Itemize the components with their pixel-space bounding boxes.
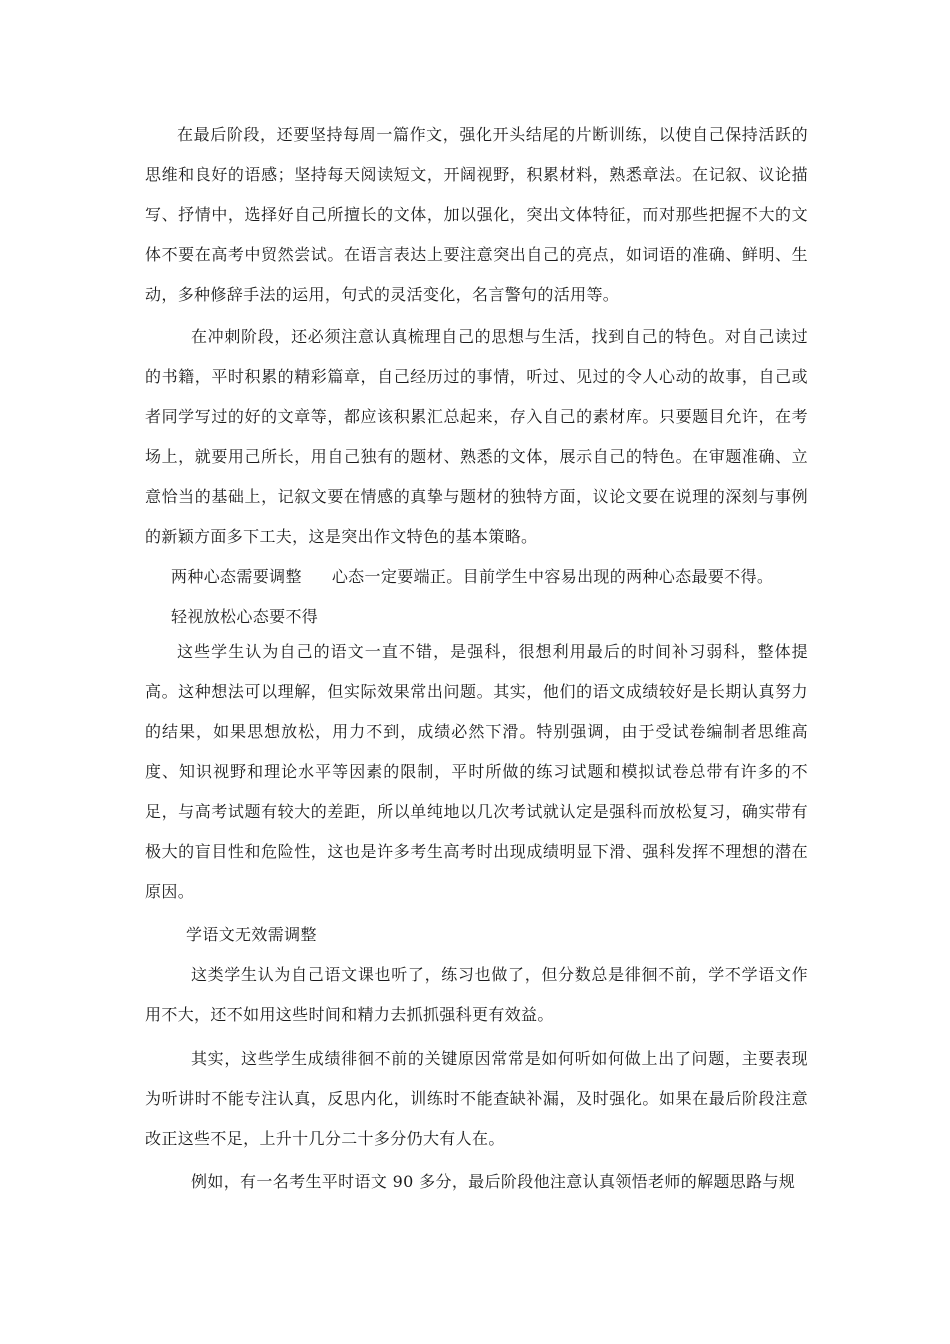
section-heading-two-mindsets-text: 心态一定要端正。目前学生中容易出现的两种心态最要不得。 xyxy=(331,567,774,586)
paragraph-final-stage-writing: 在最后阶段，还要坚持每周一篇作文，强化开头结尾的片断训练，以使自己保持活跃的思维和良好的语感；坚持每天阅读短文，开阔视野，积累材料，熟悉章法。在记叙、议论描写、抒情中，选择好自己所擅长的文体，加以强化，突出文体特征，而对那些把握不大的文体不要在高考中贸然尝试。在语言表达上要注意突出自己的亮点，如词语的准确、鲜明、生动，多种修辞手法的运用，句式的灵活变化，名言警句的活用等。 xyxy=(145,125,808,304)
paragraph-real-reason: 其实，这些学生成绩徘徊不前的关键原因常常是如何听如何做上出了问题，主要表现为听讲时不能专注认真，反思内化，训练时不能查缺补漏，及时强化。如果在最后阶段注意改正这些不足，上升十几分二十多分仍大有人在。 xyxy=(145,1049,808,1148)
paragraph-ineffective-study: 这类学生认为自己语文课也听了，练习也做了，但分数总是徘徊不前，学不学语文作用不大，还不如用这些时间和精力去抓抓强科更有效益。 xyxy=(145,965,808,1024)
subheading-ineffective-study: 学语文无效需调整 xyxy=(186,925,317,944)
paragraph-relaxed-mindset: 这些学生认为自己的语文一直不错，是强科，很想利用最后的时间补习弱科，整体提高。这种想法可以理解，但实际效果常出问题。其实，他们的语文成绩较好是长期认真努力的结果，如果思想放松，用力不到，成绩必然下滑。特别强调，由于受试卷编制者思维高度、知识视野和理论水平等因素的限制，平时所做的练习试题和模拟试卷总带有许多的不足，与高考试题有较大的差距，所以单纯地以几次考试就认定是强科而放松复习，确实带有极大的盲目性和危险性，这也是许多考生高考时出现成绩明显下滑、强科发挥不理想的潜在原因。 xyxy=(145,642,808,901)
paragraph-example: 例如，有一名考生平时语文 90 多分，最后阶段他注意认真领悟老师的解题思路与规 xyxy=(191,1172,796,1191)
paragraph-sprint-stage: 在冲刺阶段，还必须注意认真梳理自己的思想与生活，找到自己的特色。对自己读过的书籍，平时积累的精彩篇章，自己经历过的事情，听过、见过的令人心动的故事，自己或者同学写过的好的文章等，都应该积累汇总起来，存入自己的素材库。只要题目允许，在考场上，就要用己所长，用自己独有的题材、熟悉的文体，展示自己的特色。在审题准确、立意恰当的基础上，记叙文要在情感的真挚与题材的独特方面，议论文要在说理的深刻与事例的新颖方面多下工夫，这是突出作文特色的基本策略。 xyxy=(145,327,808,546)
section-heading-two-mindsets-title: 两种心态需要调整 xyxy=(171,567,302,586)
subheading-relaxed-mindset: 轻视放松心态要不得 xyxy=(171,607,319,626)
section-heading-two-mindsets xyxy=(171,557,773,597)
